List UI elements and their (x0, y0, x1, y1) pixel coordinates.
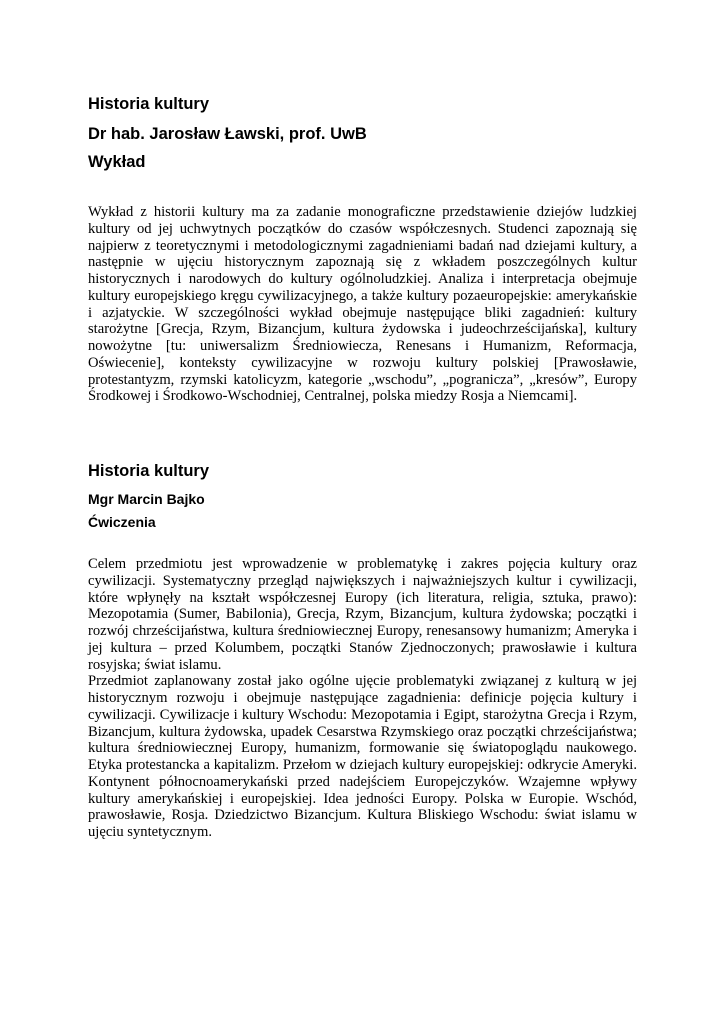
section2-lecturer: Mgr Marcin Bajko (88, 491, 205, 507)
body-line: kultury amerykańskiej i europejskiej. Idea jedności Europy. Polska w Europie. Wschód, (88, 790, 637, 807)
body-line: historycznym rozwoju i obejmuje następujące zagadnienia: definicje pojęcia kultury i (88, 690, 637, 706)
body-line: Mezopotamia (Sumer, Babilonia), Grecja, Rzym, Bizancjum, kultura żydowska; początki i (88, 606, 637, 623)
body-line: i azjatyckie. W szczególności wykład obejmuje następujące bliki zagadnień: kultury (88, 304, 637, 321)
body-line: najpierw z teoretycznymi i metodologicznymi zagadnieniami badań nad dziejami kultury, a (88, 237, 637, 254)
body-line: Wykład z historii kultury ma za zadanie monograficzne przedstawienie dziejów ludzkiej (88, 204, 637, 220)
body-line: Kontynent północnoamerykański przed nadejściem Europejczyków. Wzajemne wpływy (88, 773, 637, 790)
section1-lecturer: Dr hab. Jarosław Ławski, prof. UwB (88, 125, 367, 143)
body-line: prawosławie, Rosja. Dziedzictwo Bizancjum. Kultura Bliskiego Wschodu: świat islamu w (88, 807, 637, 824)
body-line: Środkowej i Środkowo-Wschodniej, Centralnej, polska miedzy Rosja a Niemcami]. (88, 388, 578, 405)
body-line: kultury europejskiego kręgu cywilizacyjnego, a także kultury pozaeuropejskie: amerykańskie (88, 287, 637, 304)
body-line: Etyka protestancka a kapitalizm. Przełom w dziejach kultury europejskiej: odkrycie Ameryki. (88, 757, 637, 773)
body-line: następnie w ujęciu historycznym zapoznają się z wkładem poszczególnych kultur (88, 254, 637, 271)
body-line: starożytne [Grecja, Rzym, Bizancjum, kultura żydowska i judeochrześcijańska], kultury (88, 321, 637, 338)
body-line: cywilizacji. Systematyczny przegląd największych i najważniejszych kultur i cywilizacji, (88, 572, 637, 589)
body-line: cywilizacji. Cywilizacje i kultury Wschodu: Mezopotamia i Egipt, starożytna Grecja i Rzym, (88, 706, 637, 723)
section1-body (88, 204, 637, 405)
body-line: ujęciu syntetycznym. (88, 824, 213, 840)
document-page (88, 0, 637, 1024)
body-line: Oświecenie], konteksty cywilizacyjne w rozwoju kultury polskiej [Prawosławie, (88, 354, 637, 371)
body-line: protestantyzm, rzymski katolicyzm, kategorie „wschodu”, „pogranicza”, „kresów”, Europy (88, 371, 637, 388)
body-line: Przedmiot zaplanowany został jako ogólne ujęcie problematyki związanej z kulturą w jej (88, 673, 637, 690)
body-line: nowożytne [tu: uniwersalizm Średniowiecza, Renesans i Humanizm, Reformacja, (88, 338, 637, 354)
body-line: jej kultura – przed Kolumbem, początki Stanów Zjednoczonych; prawosławie i kultura (88, 639, 637, 656)
body-line: Celem przedmiotu jest wprowadzenie w problematykę i zakres pojęcia kultury oraz (88, 556, 637, 572)
body-line: kultura średniowiecznej Europy, humanizm, formowanie się światopoglądu naukowego. (88, 740, 637, 757)
section2-body (88, 556, 637, 841)
body-line: rosyjska; świat islamu. (88, 656, 222, 673)
section1-title: Historia kultury (88, 95, 210, 113)
body-line: rozwój chrześcijaństwa, kultura średniowiecznej Europy, renesansowy humanizm; Ameryka i (88, 623, 637, 639)
body-line: kultury od jej uchwytnych początków do czasów współczesnych. Studenci zapoznają się (88, 220, 637, 237)
section1-type: Wykład (88, 153, 146, 171)
section2-title: Historia kultury (88, 462, 210, 480)
body-line: historycznych i narodowych do kultury ogólnoludzkiej. Analiza i interpretacja obejmuje (88, 271, 637, 287)
body-line: które wpłynęły na kształt współczesnej Europy (ich literatura, religia, sztuka, prawo): (88, 589, 637, 606)
section2-type: Ćwiczenia (88, 514, 156, 530)
body-line: Bizancjum, kultura żydowska, upadek Cesarstwa Rzymskiego oraz początki chrześcijaństwa; (88, 723, 637, 740)
